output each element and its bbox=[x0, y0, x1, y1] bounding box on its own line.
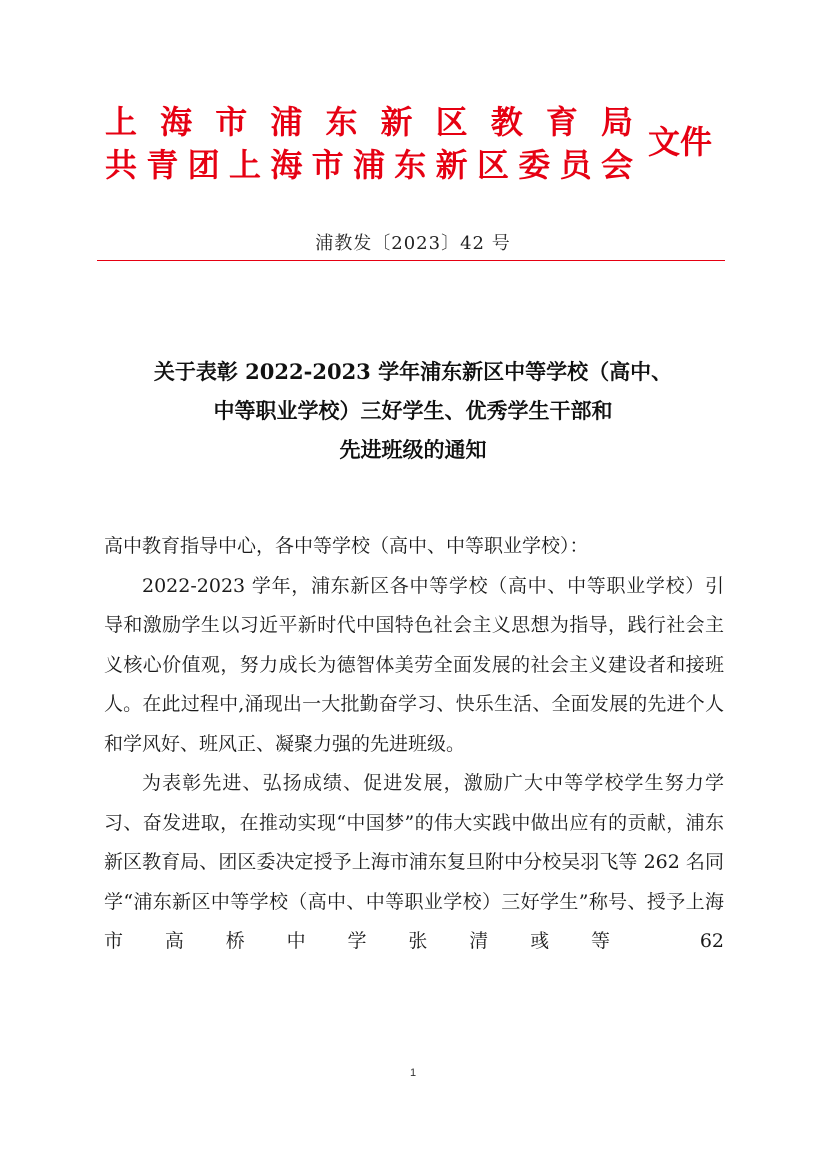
issuer-char: 会 bbox=[600, 146, 633, 184]
issuer-char: 青 bbox=[146, 146, 179, 184]
issuer-char: 新 bbox=[380, 103, 413, 141]
issuer-char: 浦 bbox=[270, 103, 303, 141]
issuer-char: 区 bbox=[435, 103, 468, 141]
title-line-3: 先进班级的通知 bbox=[339, 437, 487, 462]
red-divider-line bbox=[97, 260, 725, 261]
document-number: 浦教发〔2023〕42 号 bbox=[315, 233, 511, 254]
issuer-char: 上 bbox=[228, 146, 261, 184]
issuer-char: 育 bbox=[545, 103, 578, 141]
body-paragraph-2: 为表彰先进、弘扬成绩、促进发展，激励广大中等学校学生努力学习、奋发进取，在推动实现“中国梦”的伟大实践中做出应有的贡献，浦东新区教育局、团区委决定授予上海市浦东复旦附中分校吴羽飞等 262 名同学“浦东新区中等学校（高中、中等职业学校）三好学生”称号、授予上海市高桥中学张清彧等 62 bbox=[104, 772, 724, 952]
issuer-char: 浦 bbox=[352, 146, 385, 184]
issuer-char: 市 bbox=[215, 103, 248, 141]
notice-body bbox=[104, 527, 724, 962]
issuer-char: 团 bbox=[187, 146, 220, 184]
issuer-char: 区 bbox=[476, 146, 509, 184]
title-line-1: 关于表彰 2022-2023 学年浦东新区中等学校（高中、 bbox=[153, 359, 673, 384]
issuer-char: 东 bbox=[325, 103, 358, 141]
salutation: 高中教育指导中心，各中等学校（高中、中等职业学校）： bbox=[104, 535, 589, 557]
issuer-char: 海 bbox=[270, 146, 303, 184]
notice-title bbox=[100, 352, 726, 469]
issuer-char: 员 bbox=[559, 146, 592, 184]
title-line-2: 中等职业学校）三好学生、优秀学生干部和 bbox=[213, 398, 613, 423]
document-header bbox=[105, 100, 725, 190]
issuer-char: 东 bbox=[394, 146, 427, 184]
issuer-char: 新 bbox=[435, 146, 468, 184]
issuer-char: 上 bbox=[105, 103, 138, 141]
body-paragraph-1: 2022-2023 学年，浦东新区各中等学校（高中、中等职业学校）引导和激励学生以习近平新时代中国特色社会主义思想为指导，践行社会主义核心价值观，努力成长为德智体美劳全面发展的社会主义建设者和接班人。在此过程中,涌现出一大批勤奋学习、快乐生活、全面发展的先进个人和学风好、班风正、凝聚力强的先进班级。 bbox=[104, 574, 724, 755]
issuer-char: 海 bbox=[160, 103, 193, 141]
issuer-char: 委 bbox=[518, 146, 551, 184]
issuer-char: 共 bbox=[105, 146, 138, 184]
issuer-char: 局 bbox=[600, 103, 633, 141]
issuer-char: 市 bbox=[311, 146, 344, 184]
issuer-line-youth-league bbox=[105, 145, 633, 185]
issuer-line-education-bureau bbox=[105, 102, 633, 142]
issuer-char: 教 bbox=[490, 103, 523, 141]
page-number: 1 bbox=[409, 1067, 417, 1079]
document-type-label: 文件 bbox=[648, 123, 713, 161]
